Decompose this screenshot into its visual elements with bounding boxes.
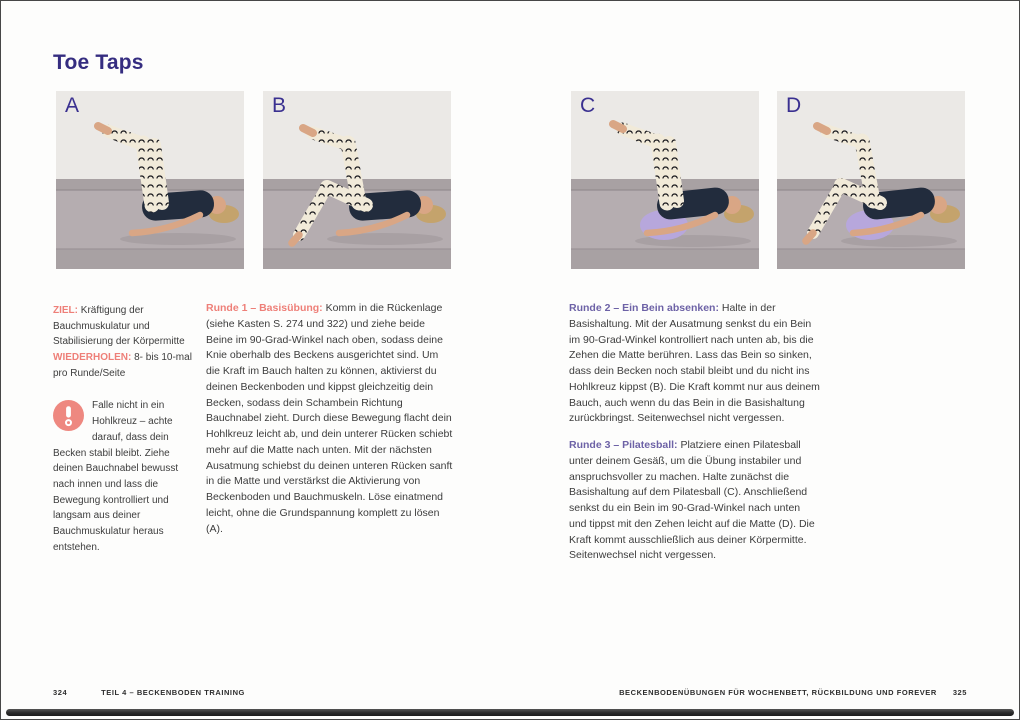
right-running-title: BECKENBODENÜBUNGEN FÜR WOCHENBETT, RÜCKBILDUNG UND FOREVER	[619, 688, 937, 697]
round-2-3-column	[569, 301, 820, 575]
exercise-photo-a	[56, 91, 244, 269]
round-2-paragraph	[569, 301, 820, 427]
round-3-heading: Runde 3 – Pilatesball:	[569, 439, 678, 451]
goal-and-repeat-block	[53, 303, 196, 381]
goal-text: Kräftigung der Bauchmuskulatur und Stabilisierung der Körpermitte	[53, 305, 185, 348]
photo-label-d: D	[786, 94, 802, 117]
exercise-photo-d	[777, 91, 965, 269]
photo-label-b: B	[272, 94, 287, 117]
repeat-label: WIEDERHOLEN:	[53, 352, 132, 364]
photo-d-illustration	[777, 91, 965, 269]
warning-block	[53, 398, 196, 555]
exercise-photo-c	[571, 91, 759, 269]
photo-a-illustration	[56, 91, 244, 269]
photo-label-c: C	[580, 94, 596, 117]
photo-b-illustration	[263, 91, 451, 269]
exercise-photo-b	[263, 91, 451, 269]
round-1-column	[206, 301, 454, 548]
info-column	[53, 303, 196, 555]
round-1-paragraph	[206, 301, 454, 537]
footer-left	[53, 688, 245, 697]
round-1-text: Komm in die Rückenlage (siehe Kasten S. 274 und 322) und ziehe beide Beine im 90-Grad-Winkel nach oben, sodass deine Knie oberhalb des Beckens ausgerichtet sind. Um die Kraft im Bauch halten zu können, aktivierst du deinen Beckenboden und kippst gleichzeitig dein Becken, sodass dein Schambein Richtung Bauchnabel zieht. Durch diese Bewegung flacht dein Hohlkreuz leicht ab, und dein unterer Rücken schiebt mehr auf die Matte nach unten. Mit der nächsten Ausatmung schiebst du deinen unteren Rücken sanft in die Matte und verstärkst die Aktivierung von Beckenboden und Bauchmuskeln. Löse einatmend leicht, ohne die Grundspannung komplett zu lösen (A).	[206, 302, 453, 535]
right-page-number: 325	[952, 688, 967, 697]
warning-text: Falle nicht in ein Hohlkreuz – achte darauf, dass dein Becken stabil bleibt. Ziehe deinen Bauchnabel bewusst nach innen und lass die Bewegung kontrolliert und langsam aus deiner Bauchmuskulatur heraus entstehen.	[53, 400, 179, 553]
left-running-title: TEIL 4 – BECKENBODEN TRAINING	[101, 688, 245, 697]
photo-c-illustration	[571, 91, 759, 269]
footer	[1, 688, 1019, 702]
photo-label-a: A	[65, 94, 80, 117]
footer-right	[619, 688, 967, 697]
repeat-text: 8- bis 10-mal pro Runde/Seite	[53, 352, 192, 379]
book-page-edge	[6, 709, 1014, 716]
round-1-heading: Runde 1 – Basisübung:	[206, 302, 323, 314]
round-2-heading: Runde 2 – Ein Bein absenken:	[569, 302, 719, 314]
goal-label: ZIEL:	[53, 305, 78, 316]
left-page-number: 324	[53, 688, 68, 697]
page-title: Toe Taps	[53, 51, 144, 74]
round-3-paragraph	[569, 438, 820, 564]
exclamation-circle-icon	[53, 400, 84, 431]
round-2-text: Halte in der Basishaltung. Mit der Ausatmung senkst du ein Bein im 90-Grad-Winkel kontrolliert nach unten ab, bis die Zehen die Matte berühren. Lass das Bein so sinken, dass dein Becken noch stabil bleibt und du nicht ins Hohlkreuz kippst (B). Die Kraft kommt nur aus deinem Bauch, auch wenn du das Bein in die Basishaltung zurückbringst. Seitenwechsel nicht vergessen.	[569, 302, 820, 425]
round-3-text: Platziere einen Pilatesball unter deinem Gesäß, um die Übung instabiler und anspruchsvoller zu machen. Halte zunächst die Basishaltung auf dem Pilatesball (C). Anschließend senkst du ein Bein im 90-Grad-Winkel nach unten und tippst mit den Zehen leicht auf die Matte (D). Die Kraft kommt ausschließlich aus deiner Körpermitte. Seitenwechsel nicht vergessen.	[569, 439, 815, 562]
